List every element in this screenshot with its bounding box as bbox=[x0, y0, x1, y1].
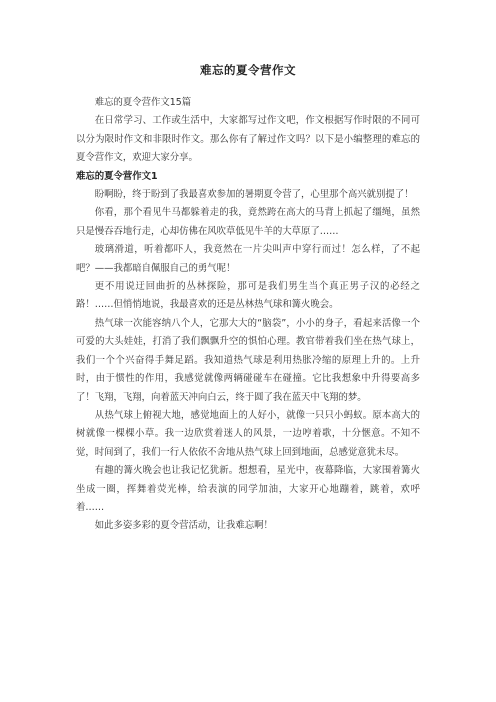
body-paragraph-3: 玻璃滑道，听着都吓人，我竟然在一片尖叫声中穿行而过！怎么样，了不起吧？——我都暗自佩服自己的勇气呢！ bbox=[76, 244, 420, 274]
document-page bbox=[76, 62, 420, 536]
body-paragraph-7: 有趣的篝火晚会也让我记忆犹新。想想看，星光中，夜幕降临，大家围着篝火坐成一圈，挥舞着荧光棒，给表演的同学加油，大家开心地蹦着，跳着，欢呼着…… bbox=[76, 465, 420, 513]
intro-paragraph: 在日常学习、工作或生活中，大家都写过作文吧，作文根据写作时限的不同可以分为限时作文和非限时作文。那么你有了解过作文吗？以下是小编整理的难忘的夏令营作文，欢迎大家分享。 bbox=[76, 115, 420, 164]
section-heading: 难忘的夏令营作文1 bbox=[76, 170, 158, 182]
document-subtitle: 难忘的夏令营作文15篇 bbox=[94, 97, 192, 108]
document-title: 难忘的夏令营作文 bbox=[200, 63, 296, 77]
body-paragraph-1: 盼啊盼，终于盼到了我最喜欢参加的暑期夏令营了，心里那个高兴就别提了！ bbox=[94, 189, 414, 201]
body-paragraph-8: 如此多姿多彩的夏令营活动，让我难忘啊！ bbox=[94, 520, 273, 532]
body-paragraph-5: 热气球一次能容纳八个人，它那大大的“脑袋”，小小的身子，看起来活像一个可爱的大头娃娃，打消了我们飘飘升空的惧怕心理。教官带着我们坐在热气球上，我们一个个兴奋得手舞足蹈。我知道热气球是利用热胀冷缩的原理上升的。上升时，由于惯性的作用，我感觉就像两辆碰碰车在碰撞。它比我想象中升得要高多了！飞翔，飞翔，向着蓝天冲向白云，终于圆了我在蓝天中飞翔的梦。 bbox=[76, 317, 420, 403]
body-paragraph-6: 从热气球上俯视大地，感觉地面上的人好小，就像一只只小蚂蚁。原本高大的树就像一棵棵小草。我一边欣赏着迷人的风景，一边哼着歌，十分惬意。不知不觉，时间到了，我们一行人依依不舍地从热气球上回到地面，总感觉意犹未尽。 bbox=[76, 409, 420, 458]
body-paragraph-2: 你看，那个看见牛马都躲着走的我，竟然跨在高大的马背上抓起了缰绳，虽然只是慢吞吞地行走，心却仿佛在风吹草低见牛羊的大草原了…… bbox=[76, 207, 420, 237]
body-paragraph-4: 更不用说迂回曲折的丛林探险，那可是我们男生当个真正男子汉的必经之路！……但悄悄地说，我最喜欢的还是丛林热气球和篝火晚会。 bbox=[76, 281, 420, 311]
